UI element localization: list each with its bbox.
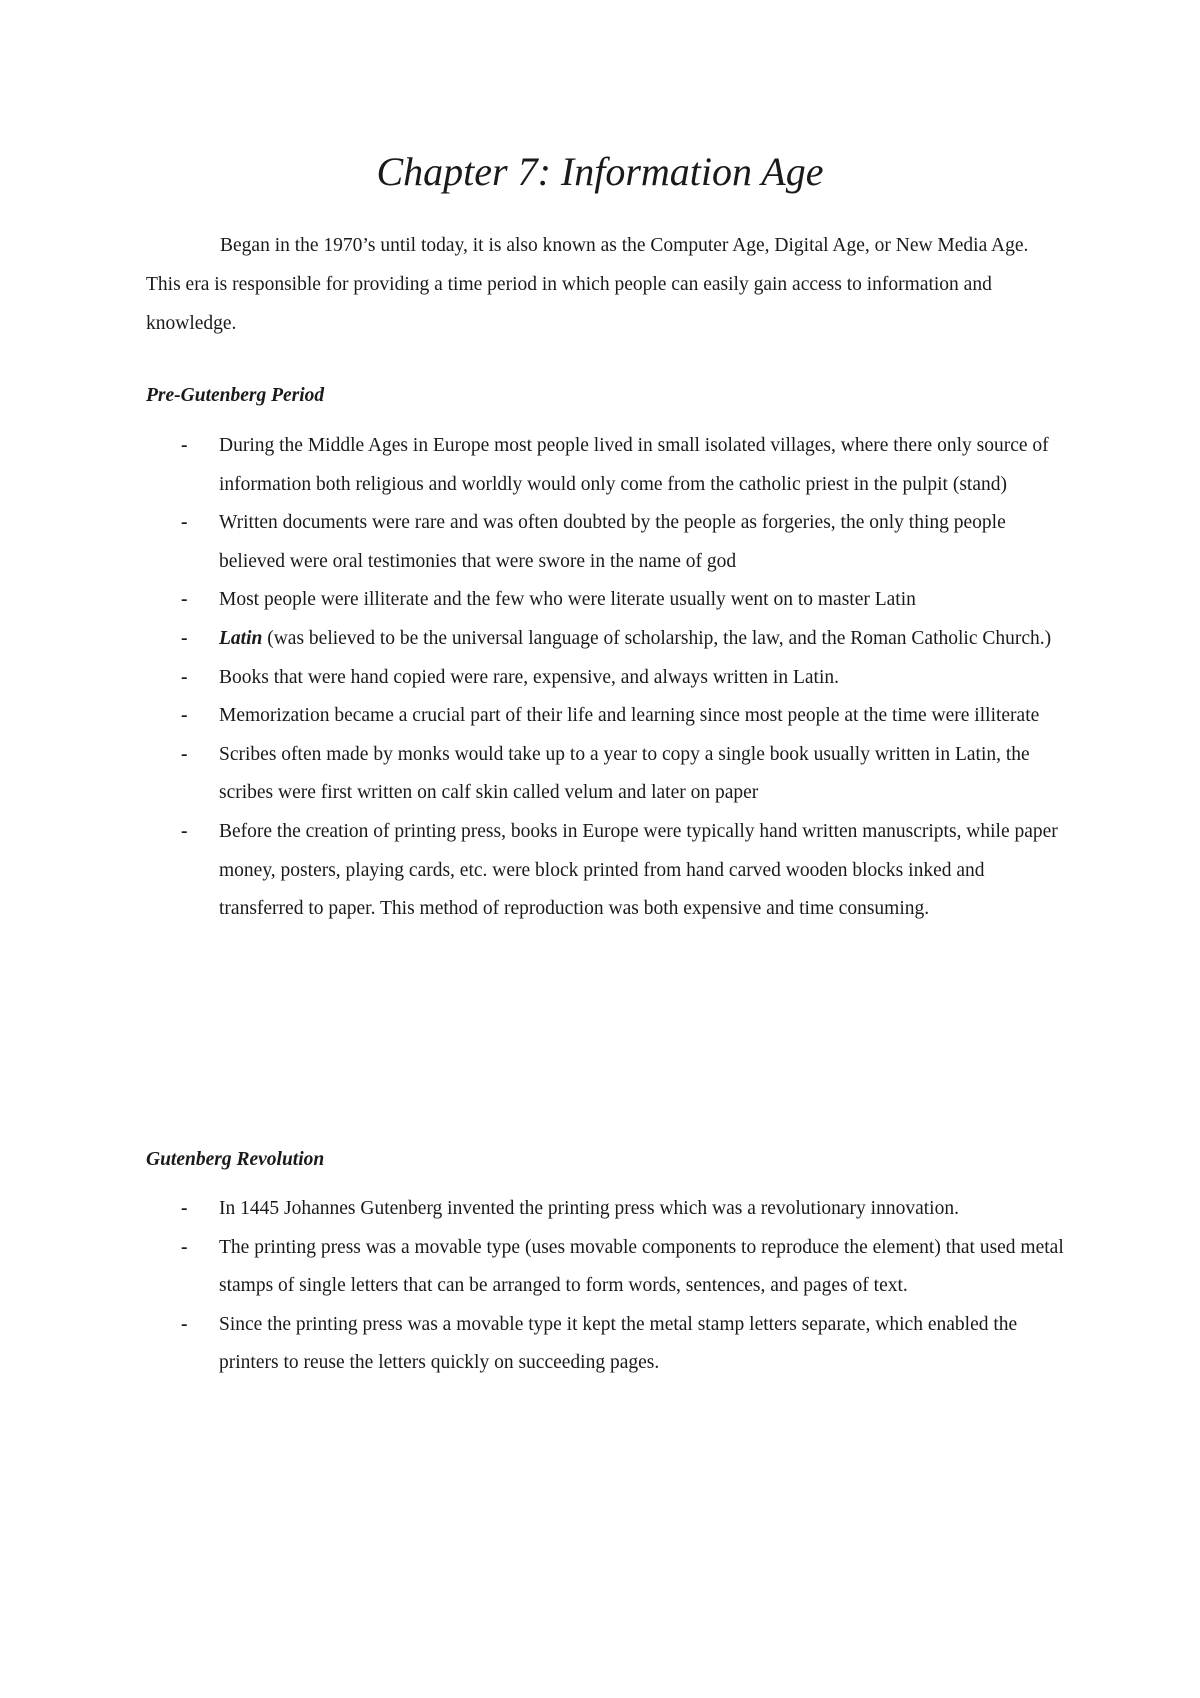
section-heading-gutenberg-revolution: Gutenberg Revolution <box>146 1149 325 1170</box>
list-item-text: During the Middle Ages in Europe most people lived in small isolated villages, where there only source of information both religious and worldly would only come from the catholic priest in the pulpit (stand) <box>219 435 1049 495</box>
list-item-text: The printing press was a movable type (uses movable components to reproduce the element) that used metal stamps of single letters that can be arranged to form words, sentences, and pages of text. <box>219 1236 1064 1297</box>
pre-gutenberg-list <box>146 427 1066 929</box>
list-item <box>146 620 1066 659</box>
list-item <box>146 697 1066 736</box>
list-item-text: In 1445 Johannes Gutenberg invented the printing press which was a revolutionary innovation. <box>219 1198 959 1219</box>
list-item <box>146 813 1066 929</box>
bullet-dash: - <box>181 512 188 534</box>
list-item-text: Books that were hand copied were rare, expensive, and always written in Latin. <box>219 666 839 688</box>
list-item <box>146 427 1066 504</box>
bullet-dash: - <box>181 743 188 765</box>
list-item <box>146 736 1066 813</box>
list-item-text: Memorization became a crucial part of their life and learning since most people at the time were illiterate <box>219 705 1040 727</box>
list-item <box>146 659 1066 698</box>
list-item <box>146 1229 1066 1306</box>
list-item <box>146 1190 1066 1229</box>
list-item-text: Scribes often made by monks would take up to a year to copy a single book usually written in Latin, the scribes were first written on calf skin called velum and later on paper <box>219 743 1030 804</box>
section-heading-pre-gutenberg: Pre-Gutenberg Period <box>146 385 325 406</box>
list-item <box>146 1306 1066 1383</box>
list-item-text: Most people were illiterate and the few who were literate usually went on to master Latin <box>219 589 916 611</box>
list-item-text: Since the printing press was a movable type it kept the metal stamp letters separate, which enabled the printers to reuse the letters quickly on succeeding pages. <box>219 1313 1018 1374</box>
gutenberg-revolution-list <box>146 1190 1066 1383</box>
bullet-dash: - <box>181 666 188 688</box>
bullet-dash: - <box>181 627 188 649</box>
list-item-text: (was believed to be the universal language of scholarship, the law, and the Roman Catholic Church.) <box>262 627 1052 649</box>
bullet-dash: - <box>181 435 188 456</box>
page-title: Chapter 7: Information Age <box>376 149 824 194</box>
list-item <box>146 504 1066 581</box>
bullet-dash: - <box>181 1198 188 1219</box>
list-item-text: Before the creation of printing press, books in Europe were typically hand written manuscripts, while paper money, posters, playing cards, etc. were block printed from hand carved wooden blocks inked and transferred to paper. This method of reproduction was both expensive and time consuming. <box>219 820 1058 920</box>
bullet-dash: - <box>181 705 188 727</box>
list-item-text: Written documents were rare and was often doubted by the people as forgeries, the only thing people believed were oral testimonies that were swore in the name of god <box>219 512 1006 572</box>
bullet-dash: - <box>181 1313 188 1335</box>
bullet-dash: - <box>181 589 188 611</box>
intro-paragraph: Began in the 1970’s until today, it is also known as the Computer Age, Digital Age, or New Media Age. This era is responsible for providing a time period in which people can easily gain access to information and knowledge. <box>146 235 1029 334</box>
list-item-emphasis: Latin <box>219 627 263 649</box>
list-item <box>146 581 1066 620</box>
bullet-dash: - <box>181 1236 188 1258</box>
bullet-dash: - <box>181 820 188 842</box>
